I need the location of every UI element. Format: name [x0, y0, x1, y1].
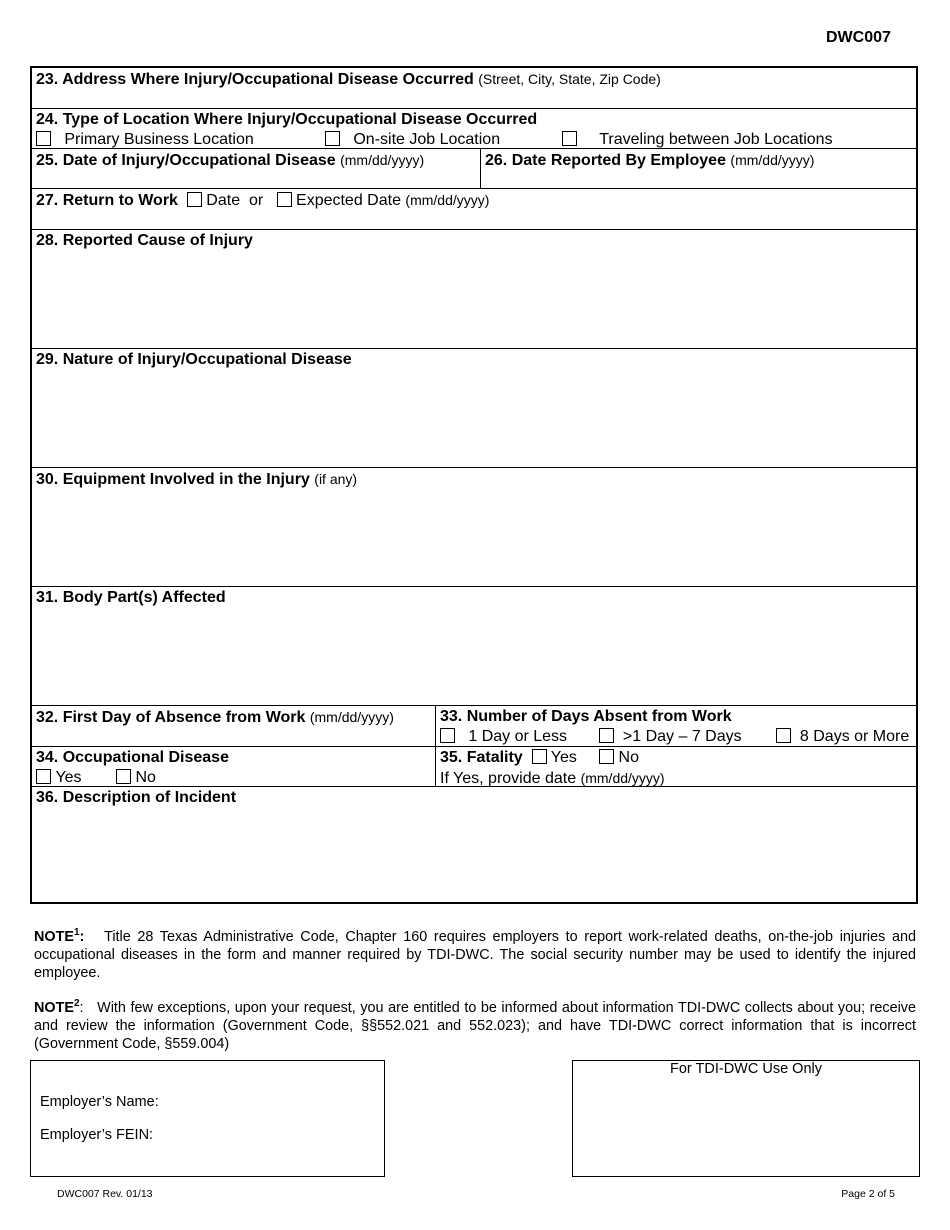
note-1-label: NOTE$^1$: — [34, 927, 85, 945]
field-36-row — [32, 787, 916, 902]
option-1-to-7-days[interactable] — [599, 727, 742, 747]
field-35-date[interactable] — [440, 768, 912, 789]
option-traveling[interactable] — [562, 130, 833, 150]
field-25-26-row — [32, 149, 916, 189]
field-32-label: 32. First Day of Absence from Work — [36, 709, 306, 726]
field-35-fatality — [435, 747, 916, 786]
checkbox-1-day-or-less[interactable] — [440, 728, 455, 743]
checkbox-return-date[interactable] — [187, 192, 202, 207]
employer-info-box — [30, 1060, 385, 1177]
field-30-row — [32, 468, 916, 587]
checkbox-fatality-yes[interactable] — [532, 749, 547, 764]
option-occ-yes-label: Yes — [55, 769, 82, 786]
field-28-label: 28. Reported Cause of Injury — [36, 232, 253, 249]
note-2-label: NOTE$^2$ — [34, 998, 80, 1016]
field-35-hint: (mm/dd/yyyy) — [580, 770, 665, 786]
field-27-hint: (mm/dd/yyyy) — [405, 192, 490, 208]
field-25-hint: (mm/dd/yyyy) — [340, 152, 425, 168]
field-31-body-parts[interactable] — [32, 587, 916, 705]
option-occ-yes[interactable] — [36, 768, 82, 788]
field-27-row — [32, 189, 916, 230]
checkbox-onsite-job[interactable] — [325, 131, 340, 146]
option-8-days-or-more[interactable] — [776, 727, 909, 747]
field-24-row — [32, 109, 916, 149]
field-23-label: 23. Address Where Injury/Occupational Disease Occurred — [36, 71, 474, 88]
field-29-label: 29. Nature of Injury/Occupational Disease — [36, 351, 352, 368]
checkbox-fatality-no[interactable] — [599, 749, 614, 764]
field-36-label: 36. Description of Incident — [36, 789, 237, 806]
field-25-label: 25. Date of Injury/Occupational Disease — [36, 152, 336, 169]
field-27-date-label: Date — [206, 192, 241, 209]
office-use-title: For TDI-DWC Use Only — [670, 1061, 822, 1077]
field-23-row — [32, 68, 916, 109]
option-traveling-label: Traveling between Job Locations — [599, 131, 833, 148]
option-1-day-or-less[interactable] — [440, 727, 567, 747]
checkbox-occ-no[interactable] — [116, 769, 131, 784]
note-2-text: With few exceptions, upon your request, you are entitled to be informed about information TDI-DWC collects about you; receive and review the information (Government Code, §§552.021 and 552.023); and have TDI-DWC correct information that is incorrect (Government Code, §559.004) — [34, 999, 916, 1052]
note-1 — [34, 924, 916, 982]
field-26-label: 26. Date Reported By Employee — [485, 152, 726, 169]
field-35-heading — [440, 748, 912, 768]
checkbox-1-to-7-days[interactable] — [599, 728, 614, 743]
footer-page-number: Page 2 of 5 — [841, 1188, 895, 1200]
employer-fein-field[interactable]: Employer’s FEIN: — [40, 1127, 154, 1143]
option-occ-no[interactable] — [116, 768, 156, 788]
footer-revision: DWC007 Rev. 01/13 — [57, 1188, 153, 1200]
field-27-expected-label: Expected Date — [296, 192, 401, 209]
field-23-hint: (Street, City, State, Zip Code) — [478, 71, 661, 87]
field-29-nature-of-injury[interactable] — [32, 349, 916, 467]
field-28-row — [32, 230, 916, 349]
employer-name-field[interactable]: Employer’s Name: — [40, 1094, 159, 1110]
field-26-date-reported[interactable] — [480, 149, 916, 188]
field-35-followup: If Yes, provide date — [440, 770, 577, 787]
field-35-no-label: No — [618, 749, 639, 766]
field-36-description[interactable] — [32, 787, 916, 902]
note-1-text: Title 28 Texas Administrative Code, Chapter 160 requires employers to report work-related deaths, on-the-job injuries and occupational diseases in the form and manner required by TDI-DWC. The social security number may be used to identify the injured employee. — [34, 928, 916, 981]
option-onsite-job[interactable] — [325, 130, 500, 150]
field-33-days-absent — [435, 706, 916, 746]
option-occ-no-label: No — [135, 769, 156, 786]
field-32-first-day-absence[interactable] — [32, 706, 435, 746]
field-32-33-row — [32, 706, 916, 747]
field-27-return-to-work[interactable] — [32, 189, 916, 229]
injury-details-form — [30, 66, 918, 904]
field-24-label: 24. Type of Location Where Injury/Occupational Disease Occurred — [36, 111, 538, 128]
field-28-reported-cause[interactable] — [32, 230, 916, 348]
field-29-row — [32, 349, 916, 468]
field-30-label: 30. Equipment Involved in the Injury — [36, 471, 310, 488]
option-1-to-7-label: >1 Day – 7 Days — [622, 728, 742, 745]
field-34-occupational-disease — [32, 747, 435, 786]
form-id: DWC007 — [826, 29, 891, 46]
field-25-date-of-injury[interactable] — [32, 149, 480, 188]
checkbox-occ-yes[interactable] — [36, 769, 51, 784]
checkbox-primary-business[interactable] — [36, 131, 51, 146]
checkbox-traveling[interactable] — [562, 131, 577, 146]
option-primary-business[interactable] — [36, 130, 254, 150]
field-31-row — [32, 587, 916, 706]
field-33-label: 33. Number of Days Absent from Work — [440, 708, 732, 725]
field-32-hint: (mm/dd/yyyy) — [309, 709, 394, 725]
field-23-address[interactable] — [32, 68, 916, 108]
field-30-hint: (if any) — [314, 471, 358, 487]
field-35-label: 35. Fatality — [440, 749, 523, 766]
field-31-label: 31. Body Part(s) Affected — [36, 589, 226, 606]
office-use-box — [572, 1060, 920, 1177]
checkbox-8-days-or-more[interactable] — [776, 728, 791, 743]
field-34-label: 34. Occupational Disease — [36, 749, 229, 766]
field-27-label: 27. Return to Work — [36, 192, 178, 209]
field-35-yes-label: Yes — [550, 749, 577, 766]
option-1-day-label: 1 Day or Less — [468, 728, 568, 745]
checkbox-expected-date[interactable] — [277, 192, 292, 207]
field-24-location-type — [32, 109, 916, 148]
field-26-hint: (mm/dd/yyyy) — [730, 152, 815, 168]
option-8-days-label: 8 Days or More — [799, 728, 910, 745]
option-onsite-job-label: On-site Job Location — [353, 131, 501, 148]
field-30-equipment[interactable] — [32, 468, 916, 586]
option-primary-business-label: Primary Business Location — [64, 131, 254, 148]
field-34-35-row — [32, 747, 916, 787]
field-27-or: or — [248, 192, 264, 209]
note-2: NOTE$^2$: With few exceptions, upon your request, you are entitled to be informed about information TDI-DWC collects about you; receive and review the information (Government Code, §§552.021 and 552.023); and have TDI-DWC correct information that is incorrect (Government Code, §559.004) — [34, 998, 916, 1052]
